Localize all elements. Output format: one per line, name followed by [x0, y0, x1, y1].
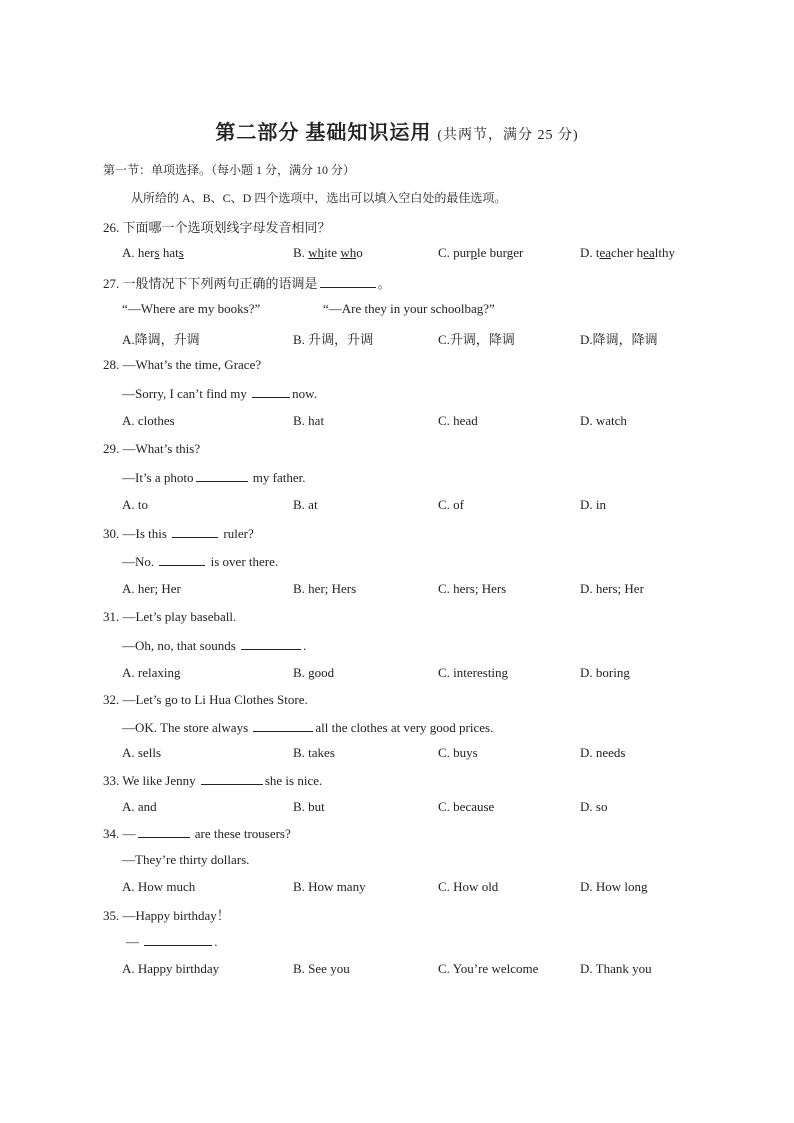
question-29-line-1: 29. —What’s this? [103, 441, 201, 456]
question-31-line-1: 31. —Let’s play baseball. [103, 609, 237, 624]
question-31-line-2: —Oh, no, that sounds . [122, 638, 307, 653]
question-34-line-1: 34. — are these trousers? [103, 826, 291, 841]
question-29-line-2: —It’s a photo my father. [122, 470, 306, 485]
q29-option-a: A. to [122, 497, 148, 512]
q35-option-b: B. See you [293, 961, 350, 976]
title-note: (共两节，满分 25 分) [437, 128, 579, 143]
q30-option-d: D. hers; Her [580, 581, 644, 596]
q33-option-d: D. so [580, 799, 608, 814]
question-27-stem: 27. 一般情况下下列两句正确的语调是 。 [103, 276, 391, 291]
question-35-line-2: — . [126, 934, 218, 949]
question-28-line-2: —Sorry, I can’t find my now. [122, 386, 317, 401]
q34-option-a: A. How much [122, 879, 196, 894]
q32-option-c: C. buys [438, 745, 478, 760]
question-26-stem: 26. 下面哪一个选项划线字母发音相同？ [103, 220, 331, 235]
q33-option-c: C. because [438, 799, 495, 814]
q35-option-a: A. Happy birthday [122, 961, 220, 976]
q31-option-c: C. interesting [438, 665, 509, 680]
section-heading: 第一节：单项选择。（每小题 1 分，满分 10 分） [103, 163, 356, 177]
question-30-line-1: 30. —Is this ruler? [103, 526, 254, 541]
q32-option-a: A. sells [122, 745, 161, 760]
question-35-line-1: 35. —Happy birthday！ [103, 908, 230, 923]
question-32-line-1: 32. —Let’s go to Li Hua Clothes Store. [103, 692, 308, 707]
q26-option-d: D. teacher healthy [580, 245, 675, 260]
q28-option-b: B. hat [293, 413, 325, 428]
question-28-line-1: 28. —What’s the time, Grace? [103, 357, 262, 372]
q35-option-d: D. Thank you [580, 961, 652, 976]
q32-option-d: D. needs [580, 745, 626, 760]
q33-option-a: A. and [122, 799, 157, 814]
q30-option-b: B. her; Hers [293, 581, 357, 596]
instruction: 从所给的 A、B、C、D 四个选项中，选出可以填入空白处的最佳选项。 [131, 191, 507, 205]
q29-option-c: C. of [438, 497, 464, 512]
q28-option-c: C. head [438, 413, 478, 428]
q26-option-b: B. white who [293, 245, 363, 260]
question-30-line-2: —No. is over there. [122, 554, 279, 569]
q35-option-c: C. You’re welcome [438, 961, 539, 976]
q34-option-b: B. How many [293, 879, 366, 894]
q30-option-c: C. hers; Hers [438, 581, 507, 596]
q31-option-a: A. relaxing [122, 665, 181, 680]
q27-option-c: C.升调，降调 [438, 332, 515, 347]
q32-option-b: B. takes [293, 745, 335, 760]
q26-option-c: C. purple burger [438, 245, 524, 260]
q34-option-c: C. How old [438, 879, 499, 894]
q31-option-d: D. boring [580, 665, 630, 680]
q28-option-d: D. watch [580, 413, 627, 428]
q27-sentence-1: “—Where are my books?” [122, 301, 261, 316]
question-33-line-1: 33. We like Jenny she is nice. [103, 773, 323, 788]
q27-option-a: A.降调，升调 [122, 332, 200, 347]
q28-option-a: A. clothes [122, 413, 175, 428]
q29-option-d: D. in [580, 497, 606, 512]
page-title: 第二部分 基础知识运用 (共两节，满分 25 分) [215, 122, 579, 144]
q31-option-b: B. good [293, 665, 335, 680]
question-32-line-2: —OK. The store always all the clothes at very good prices. [122, 720, 494, 735]
q27-option-b: B. 升调，升调 [293, 332, 374, 347]
q26-option-a: A. hers hats [122, 245, 184, 260]
q33-option-b: B. but [293, 799, 325, 814]
question-34-line-2: —They’re thirty dollars. [122, 852, 250, 867]
q34-option-d: D. How long [580, 879, 648, 894]
q27-sentence-2: “—Are they in your schoolbag?” [323, 301, 495, 316]
q27-option-d: D.降调，降调 [580, 332, 658, 347]
q29-option-b: B. at [293, 497, 318, 512]
q30-option-a: A. her; Her [122, 581, 181, 596]
